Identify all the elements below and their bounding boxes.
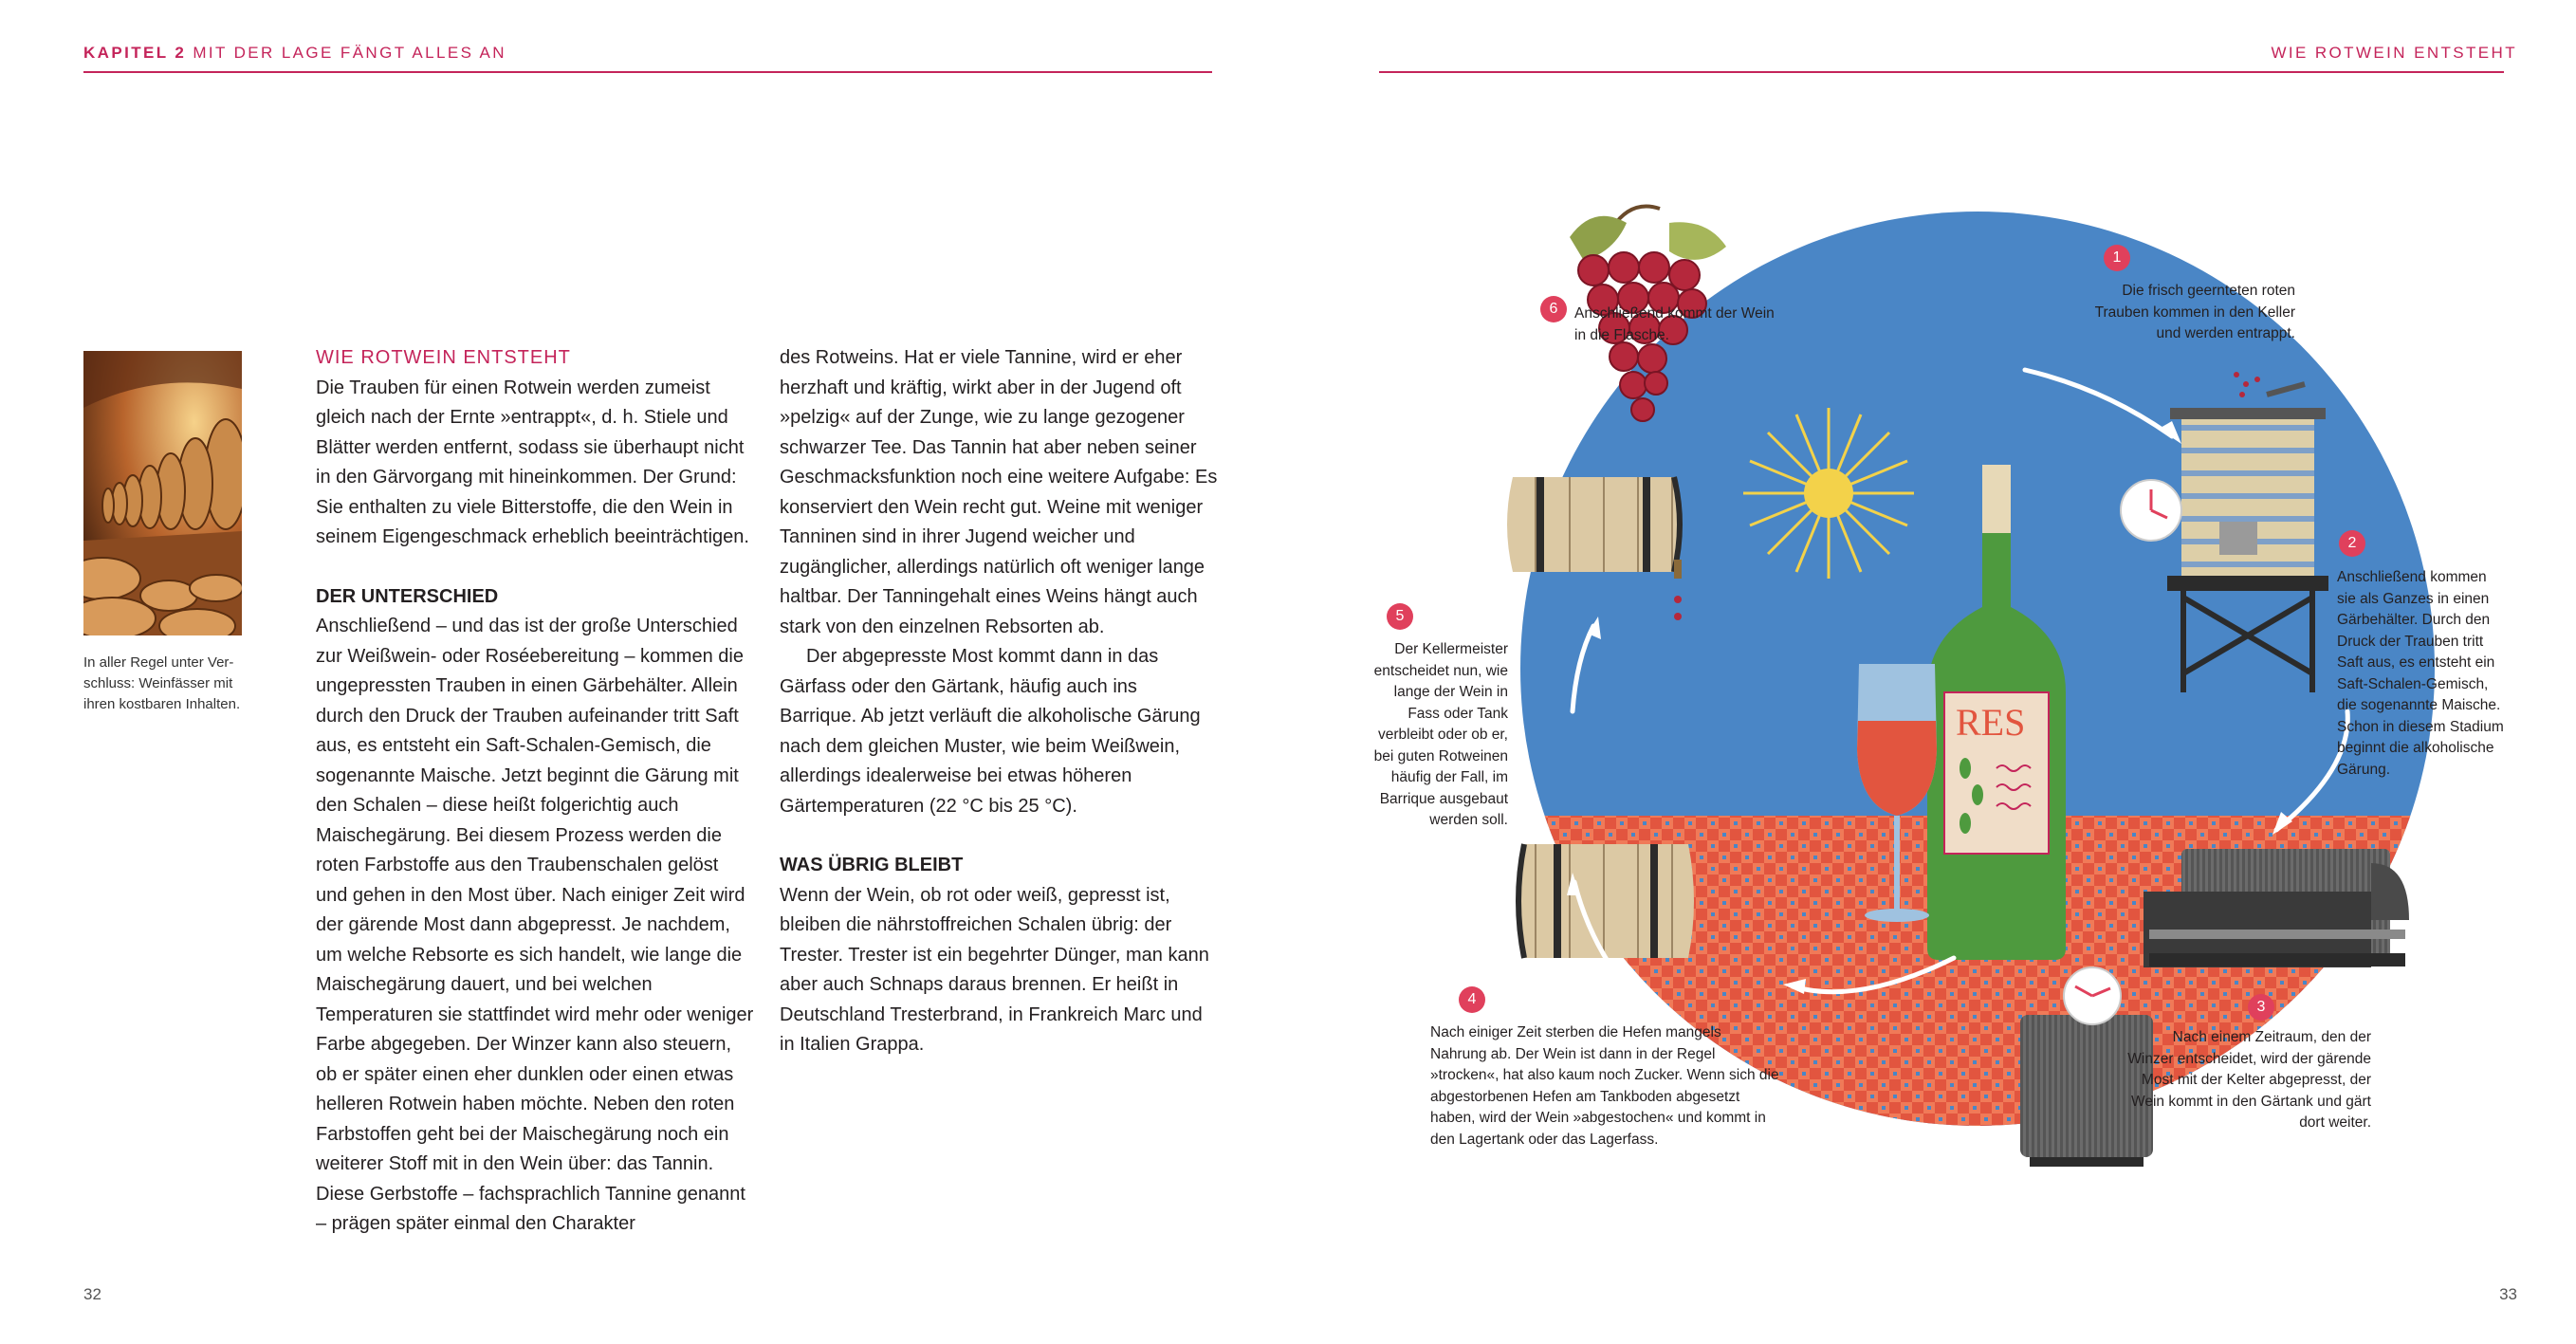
text-column-2 [780, 343, 1218, 1060]
paragraph: Wenn der Wein, ob rot oder weiß, gepresst ist, bleiben die nährstoffreichen Schalen übrig: der Trester. Trester ist ein begehrter Dünger, man kann aber auch Schnaps daraus brennen. Er heißt in Deutschland Tresterbrand, in Frankreich Marc und in Italien Grappa. [780, 884, 1209, 1055]
right-header-title: WIE ROTWEIN ENTSTEHT [2271, 44, 2517, 62]
right-running-header [2271, 44, 2517, 63]
chapter-title: MIT DER LAGE FÄNGT ALLES AN [193, 44, 506, 62]
left-running-header [83, 44, 506, 63]
step-3-text: Nach einem Zeitraum, den der Winzer entscheidet, wird der gärende Most mit der Kelter abgepresst, der Wein kommt in den Gärtank und gärt dort weiter. [2127, 1029, 2371, 1131]
right-header-rule [1379, 71, 2504, 73]
section-title: WIE ROTWEIN ENTSTEHT [316, 347, 571, 368]
step-1-number: 1 [2104, 245, 2130, 271]
sun-illustration [1743, 408, 1914, 579]
paragraph: des Rotweins. Hat er viele Tannine, wird er eher herzhaft und kräftig, wirkt aber in der Jugend oft »pelzig« auf der Zunge, wie zu lange gezogener schwarzer Tee. Das Tannin hat aber neben seiner Geschmacksfunktion noch eine weitere Aufgabe: Es konserviert den Wein recht gut. Weine mit weniger Tanninen sind in ihrer Jugend weicher und zugänglicher, allerdings natürlich oft weniger lange haltbar. Der Tanningehalt eines Weins hängt auch stark von den einzelnen Rebsorten ab. [780, 347, 1218, 637]
step-5-number: 5 [1387, 603, 1413, 630]
red-wine-process-diagram [1366, 180, 2542, 1243]
text-column-1 [316, 343, 754, 1240]
step-4-text: Nach einiger Zeit sterben die Hefen mangels Nahrung ab. Der Wein ist dann in der Regel »trocken«, hat also kaum noch Zucker. Wenn sich die abgestorbenen Hefen am Tankboden abgesetzt haben, wird der Wein »abgestochen« und kommt in den Lagertank oder das Lagerfass. [1430, 1024, 1779, 1148]
subheading: DER UNTERSCHIED [316, 585, 499, 607]
subheading: WAS ÜBRIG BLEIBT [780, 855, 964, 875]
paragraph: Der abgepresste Most kommt dann in das Gärfass oder den Gärtank, häufig auch ins Barrique. Ab jetzt verläuft die alkoholische Gärung nach dem gleichen Muster, wie beim Weißwein, allerdings idealerweise bei etwas höheren Gärtemperaturen (22 °C bis 25 °C). [780, 646, 1201, 817]
paragraph: Die Trauben für einen Rotwein werden zumeist gleich nach der Ernte »entrappt«, d. h. Stiele und Blätter werden entfernt, sodass sie überhaupt nicht in den Gärvorgang mit hineinkommen. Der Grund: Sie enthalten zu viele Bitterstoffe, die den Wein in seinem Eigengeschmack erheblich beeinträchtigen. [316, 377, 749, 547]
wine-cellar-photo [83, 351, 242, 635]
barrel-illustration [1518, 844, 1694, 958]
wine-press-illustration [2144, 849, 2409, 967]
step-3-number: 3 [2248, 994, 2274, 1021]
step-4-number: 4 [1459, 986, 1485, 1013]
left-header-rule [83, 71, 1212, 73]
step-2-number: 2 [2339, 530, 2365, 557]
page-number-left: 32 [83, 1285, 101, 1303]
bottle-label-text: RES [1956, 701, 2026, 744]
paragraph: Anschließend – und das ist der große Unterschied zur Weißwein- oder Roséebereitung – kommen die ungepressten Trauben in einen Gärbehälter. Allein durch den Druck der Trauben aufeinander tritt Saft aus, es entsteht ein Saft-Schalen-Gemisch, die sogenannte Maische. Jetzt beginnt die Gärung mit den Schalen – diese heißt folgerichtig auch Maischegärung. Bei diesem Prozess werden die roten Farbstoffe aus den Traubenschalen gelöst und gehen in den Most über. Nach einiger Zeit wird der gärende Most dann abgepresst. Je nachdem, um welche Rebsorte es sich handelt, wie lange die Maischegärung dauert, und bei welchen Temperaturen sie stattfindet wird mehr oder weniger Farbe abgegeben. Der Winzer kann also steuern, ob er später einen eher dunklen oder einen etwas helleren Rotwein haben möchte. Neben den roten Farbstoffen geht bei der Maischegärung noch ein weiterer Stoff mit in den Wein über: das Tannin. Diese Gerbstoffe – fachsprachlich Tannine genannt – prägen später einmal den Charakter [316, 616, 754, 1234]
step-6-text: Anschließend kommt der Wein in die Flasche. [1574, 305, 1775, 343]
step-1-text: Die frisch geernteten roten Trauben kommen in den Keller und werden entrappt. [2094, 283, 2295, 341]
page-number-right: 33 [2499, 1285, 2517, 1303]
clock-icon [2121, 480, 2181, 541]
step-6-number: 6 [1540, 296, 1567, 322]
chapter-label: KAPITEL 2 [83, 44, 187, 62]
photo-caption: In aller Regel unter Ver-schluss: Weinfässer mit ihren kostbaren Inhalten. [83, 654, 241, 712]
step-5-text: Der Kellermeister entscheidet nun, wie lange der Wein in Fass oder Tank verbleibt oder ob er, bei guten Rotweinen häufig der Fall, im Barrique ausgebaut werden soll. [1373, 641, 1508, 828]
step-2-text: Anschließend kommen sie als Ganzes in einen Gärbehälter. Durch den Druck der Trauben tritt Saft aus, es entsteht ein Saft-Schalen-Gemisch, die sogenannte Maische. Schon in diesem Stadium beginnt die alkoholische Gärung. [2337, 569, 2504, 778]
clock-icon [2064, 967, 2121, 1024]
